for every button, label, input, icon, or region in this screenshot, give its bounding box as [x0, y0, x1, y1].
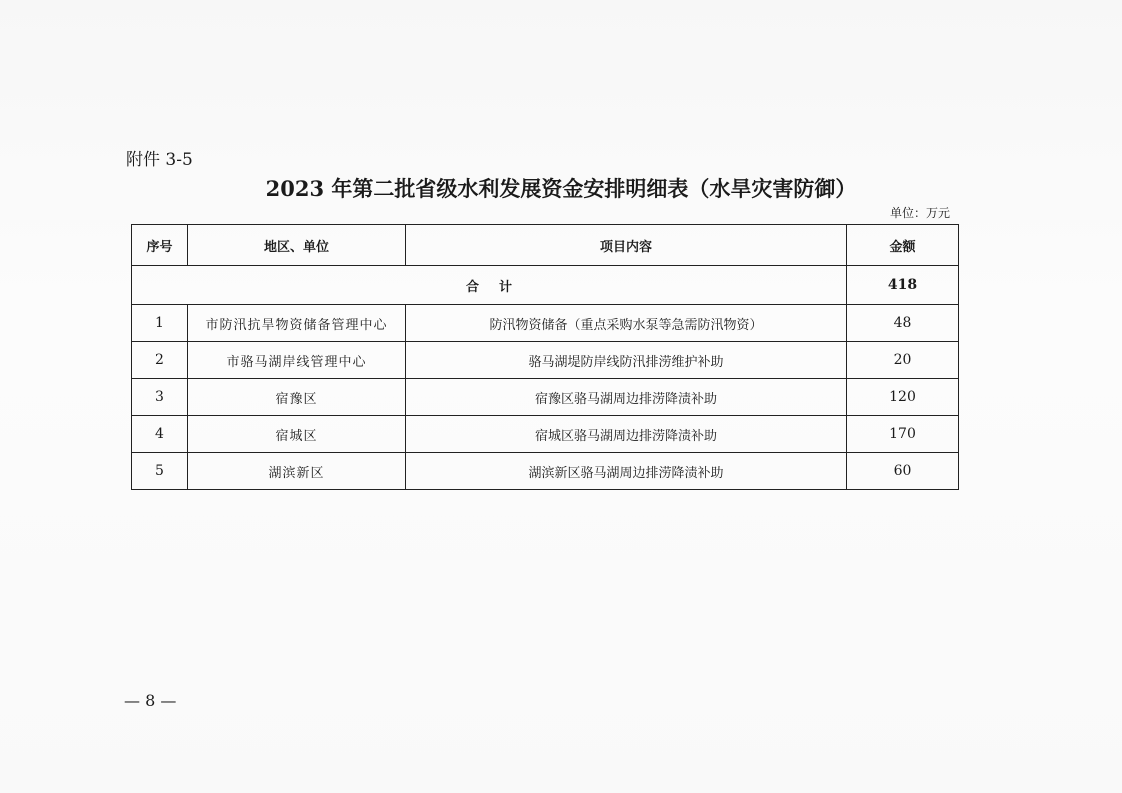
total-cell — [132, 266, 847, 305]
attachment-label: 附件 3-5 — [126, 150, 193, 170]
row-amount: 170 — [847, 416, 959, 453]
table-row — [132, 453, 959, 490]
row-project: 宿豫区骆马湖周边排涝降渍补助 — [406, 379, 847, 416]
row-index: 3 — [132, 379, 188, 416]
row-amount: 60 — [847, 453, 959, 490]
row-project: 防汛物资储备（重点采购水泵等急需防汛物资） — [406, 305, 847, 342]
row-amount: 48 — [847, 305, 959, 342]
row-project: 骆马湖堤防岸线防汛排涝维护补助 — [406, 342, 847, 379]
row-index: 1 — [132, 305, 188, 342]
row-index: 5 — [132, 453, 188, 490]
row-index: 4 — [132, 416, 188, 453]
header-project: 项目内容 — [406, 225, 847, 266]
row-region: 市骆马湖岸线管理中心 — [188, 342, 406, 379]
table-row — [132, 379, 959, 416]
header-amount: 金额 — [847, 225, 959, 266]
table-row — [132, 416, 959, 453]
total-label: 合计 — [465, 279, 532, 295]
total-amount: 418 — [847, 266, 959, 305]
row-region: 湖滨新区 — [188, 453, 406, 490]
page-number: — 8 — — [124, 691, 177, 710]
header-region: 地区、单位 — [188, 225, 406, 266]
row-amount: 120 — [847, 379, 959, 416]
document-title-text: 2023 年第二批省级水利发展资金安排明细表（水旱灾害防御） — [265, 176, 857, 201]
table-row — [132, 305, 959, 342]
row-project: 宿城区骆马湖周边排涝降渍补助 — [406, 416, 847, 453]
funding-table — [131, 224, 959, 490]
row-region: 市防汛抗旱物资储备管理中心 — [188, 305, 406, 342]
table-header-row — [132, 225, 959, 266]
total-row — [132, 266, 959, 305]
header-index: 序号 — [132, 225, 188, 266]
row-amount: 20 — [847, 342, 959, 379]
row-project: 湖滨新区骆马湖周边排涝降渍补助 — [406, 453, 847, 490]
row-index: 2 — [132, 342, 188, 379]
table-row — [132, 342, 959, 379]
unit-label: 单位：万元 — [889, 206, 950, 220]
row-region: 宿豫区 — [188, 379, 406, 416]
row-region: 宿城区 — [188, 416, 406, 453]
document-title — [0, 175, 1122, 203]
